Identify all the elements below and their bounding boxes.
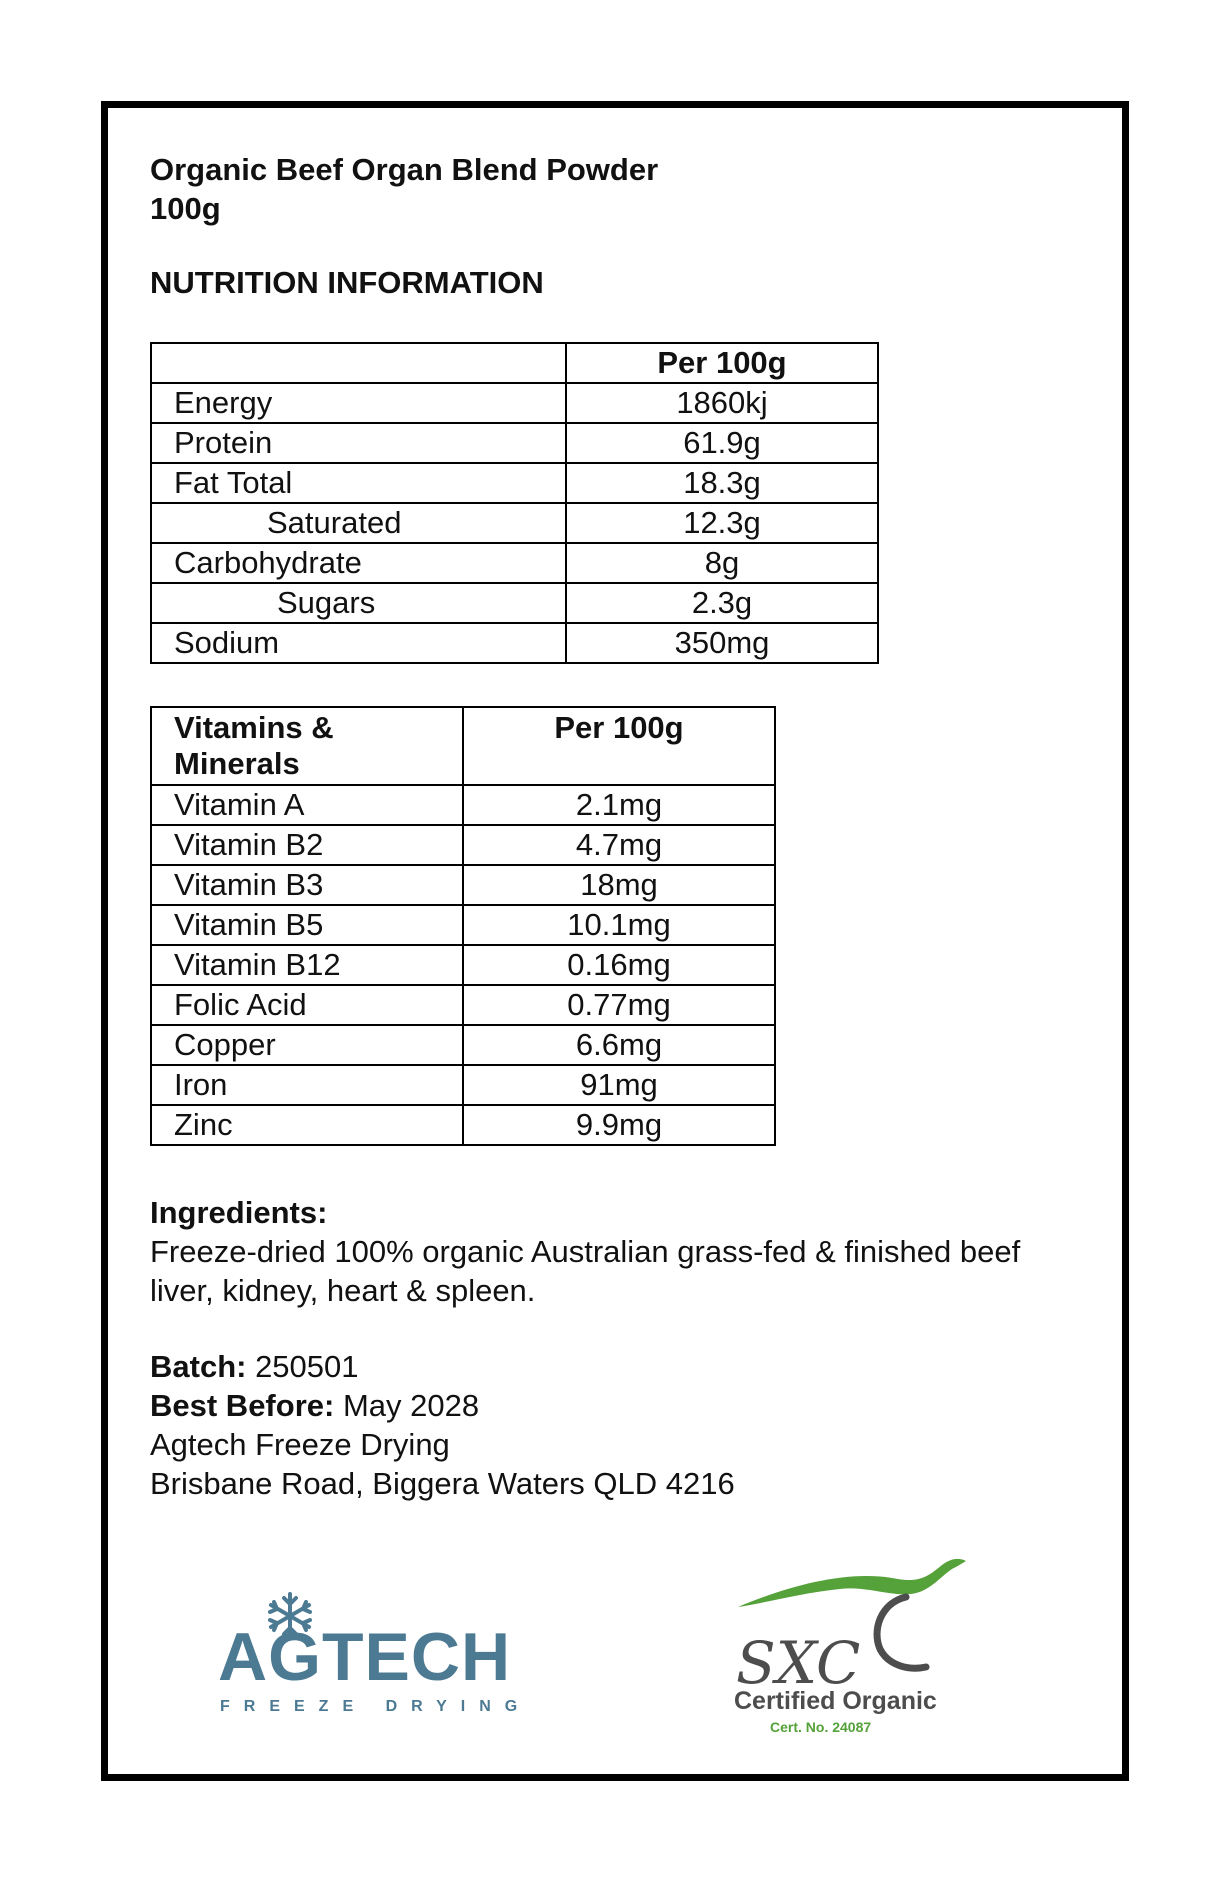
row-value: 10.1mg	[463, 905, 775, 945]
vitamins-table	[150, 706, 776, 1146]
batch-info	[150, 1347, 735, 1503]
row-value: 350mg	[566, 623, 878, 663]
row-value: 18mg	[463, 865, 775, 905]
nutrition-table	[150, 342, 879, 664]
table-row	[151, 1025, 775, 1065]
row-value: 12.3g	[566, 503, 878, 543]
table-row	[151, 463, 878, 503]
ingredients-text: Freeze-dried 100% organic Australian grass-fed & finished beef liver, kidney, heart & spleen.	[150, 1234, 1021, 1308]
table-row	[151, 945, 775, 985]
table-row	[151, 785, 775, 825]
agtech-tagline: FREEZE DRYING	[220, 1698, 532, 1715]
nutrition-heading: NUTRITION INFORMATION	[150, 265, 544, 300]
row-value: 18.3g	[566, 463, 878, 503]
row-label: Energy	[151, 383, 566, 423]
table-row	[151, 825, 775, 865]
product-name: Organic Beef Organ Blend Powder	[150, 152, 659, 187]
ingredients-label: Ingredients:	[150, 1195, 328, 1230]
row-value: 4.7mg	[463, 825, 775, 865]
row-value: 0.16mg	[463, 945, 775, 985]
row-label: Fat Total	[151, 463, 566, 503]
vitamins-minerals-header	[151, 707, 463, 785]
per-100g-header: Per 100g	[463, 707, 775, 785]
table-row	[151, 1105, 775, 1145]
row-label: Vitamin B3	[151, 865, 463, 905]
table-row	[151, 1065, 775, 1105]
table-row	[151, 623, 878, 663]
row-value: 6.6mg	[463, 1025, 775, 1065]
table-row	[151, 583, 878, 623]
row-label: Folic Acid	[151, 985, 463, 1025]
row-label: Iron	[151, 1065, 463, 1105]
agtech-logo	[218, 1590, 532, 1715]
batch-value: 250501	[246, 1349, 359, 1384]
row-label: Carbohydrate	[151, 543, 566, 583]
row-label-indented: Saturated	[151, 503, 566, 543]
company-name: Agtech Freeze Drying	[150, 1427, 450, 1462]
table-row	[151, 865, 775, 905]
table-row	[151, 985, 775, 1025]
row-value: 2.3g	[566, 583, 878, 623]
table-row	[151, 383, 878, 423]
batch-line	[150, 1347, 735, 1386]
table-row	[151, 423, 878, 463]
agtech-wordmark: AGTECH	[218, 1619, 512, 1695]
certified-organic-logo	[730, 1545, 970, 1735]
certified-organic-text: Certified Organic	[734, 1687, 937, 1715]
row-value: 9.9mg	[463, 1105, 775, 1145]
row-label: Sodium	[151, 623, 566, 663]
row-value: 61.9g	[566, 423, 878, 463]
best-before-line	[150, 1386, 735, 1425]
header-empty-cell	[151, 343, 566, 383]
row-label: Vitamin B5	[151, 905, 463, 945]
table-row	[151, 905, 775, 945]
table-header-row	[151, 707, 775, 785]
table-row	[151, 503, 878, 543]
batch-label: Batch:	[150, 1349, 247, 1384]
header-line: Vitamins &	[174, 710, 334, 745]
row-label: Vitamin B2	[151, 825, 463, 865]
best-before-value: May 2028	[334, 1388, 480, 1423]
row-value: 2.1mg	[463, 785, 775, 825]
per-100g-header: Per 100g	[566, 343, 878, 383]
row-label: Vitamin A	[151, 785, 463, 825]
row-label: Vitamin B12	[151, 945, 463, 985]
cert-number: Cert. No. 24087	[770, 1719, 872, 1735]
product-weight: 100g	[150, 191, 221, 226]
table-row	[151, 543, 878, 583]
row-label: Zinc	[151, 1105, 463, 1145]
row-value: 0.77mg	[463, 985, 775, 1025]
header-line: Minerals	[174, 746, 300, 781]
row-label: Protein	[151, 423, 566, 463]
row-label: Copper	[151, 1025, 463, 1065]
table-header-row	[151, 343, 878, 383]
ingredients-block	[150, 1193, 1090, 1310]
sxc-wordmark: SXC	[736, 1629, 861, 1697]
row-value: 8g	[566, 543, 878, 583]
best-before-label: Best Before:	[150, 1388, 335, 1423]
row-label-indented: Sugars	[151, 583, 566, 623]
company-address: Brisbane Road, Biggera Waters QLD 4216	[150, 1466, 735, 1501]
row-value: 91mg	[463, 1065, 775, 1105]
row-value: 1860kj	[566, 383, 878, 423]
product-title	[150, 150, 658, 228]
